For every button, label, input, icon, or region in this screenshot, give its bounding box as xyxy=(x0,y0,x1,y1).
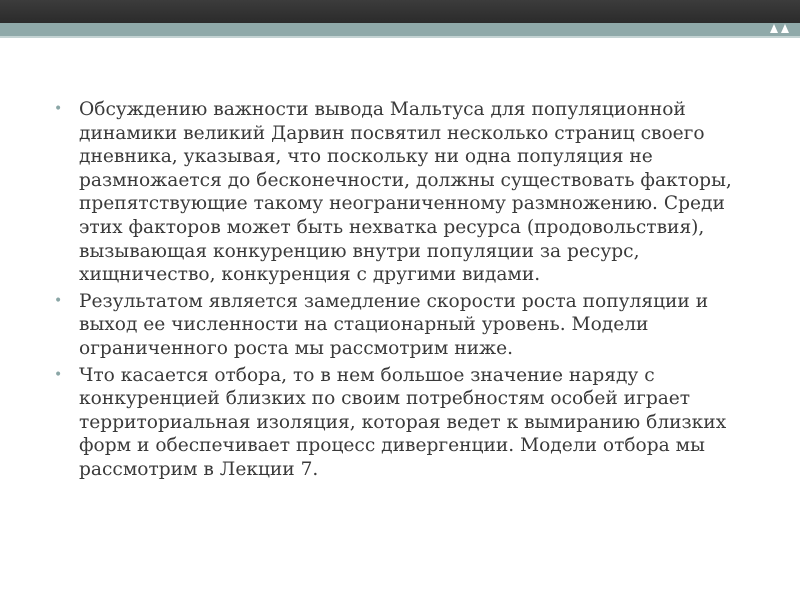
triangle-marker-icon xyxy=(781,24,789,33)
bullet-text: Обсуждению важности вывода Мальтуса для популяционной динамики великий Дарвин посвятил несколько страниц своего дневника, указывая, что поскольку ни одна популяция не размножается до бесконечности, должны существовать факторы, препятствующие такому неограниченному размножению. Среди этих факторов может быть нехватка ресурса (продовольствия), вызывающая конкуренцию внутри популяции за ресурс, хищничество, конкуренция с другими видами. xyxy=(79,99,732,286)
header-bar xyxy=(0,0,800,23)
bullet-icon: • xyxy=(54,101,63,117)
triangle-marker-icon xyxy=(770,24,778,33)
accent-stripe-highlight xyxy=(0,36,800,38)
accent-stripe xyxy=(0,23,800,36)
bullet-list xyxy=(52,98,772,482)
bullet-text: Результатом является замедление скорости роста популяции и выход ее численности на стационарный уровень. Модели ограниченного роста мы рассмотрим ниже. xyxy=(79,290,709,359)
slide-body xyxy=(52,98,772,485)
bullet-icon: • xyxy=(54,292,63,309)
list-item xyxy=(52,98,772,287)
bullet-text: Что касается отбора, то в нем большое значение наряду с конкуренцией близких по своим потребностям особей играет территориальная изоляция, которая ведет к вымиранию близких форм и обеспечивает процесс дивергенции. Модели отбора мы рассмотрим в Лекции 7. xyxy=(79,364,727,480)
list-item xyxy=(52,364,772,482)
list-item xyxy=(52,290,772,361)
bullet-icon: • xyxy=(54,366,63,383)
